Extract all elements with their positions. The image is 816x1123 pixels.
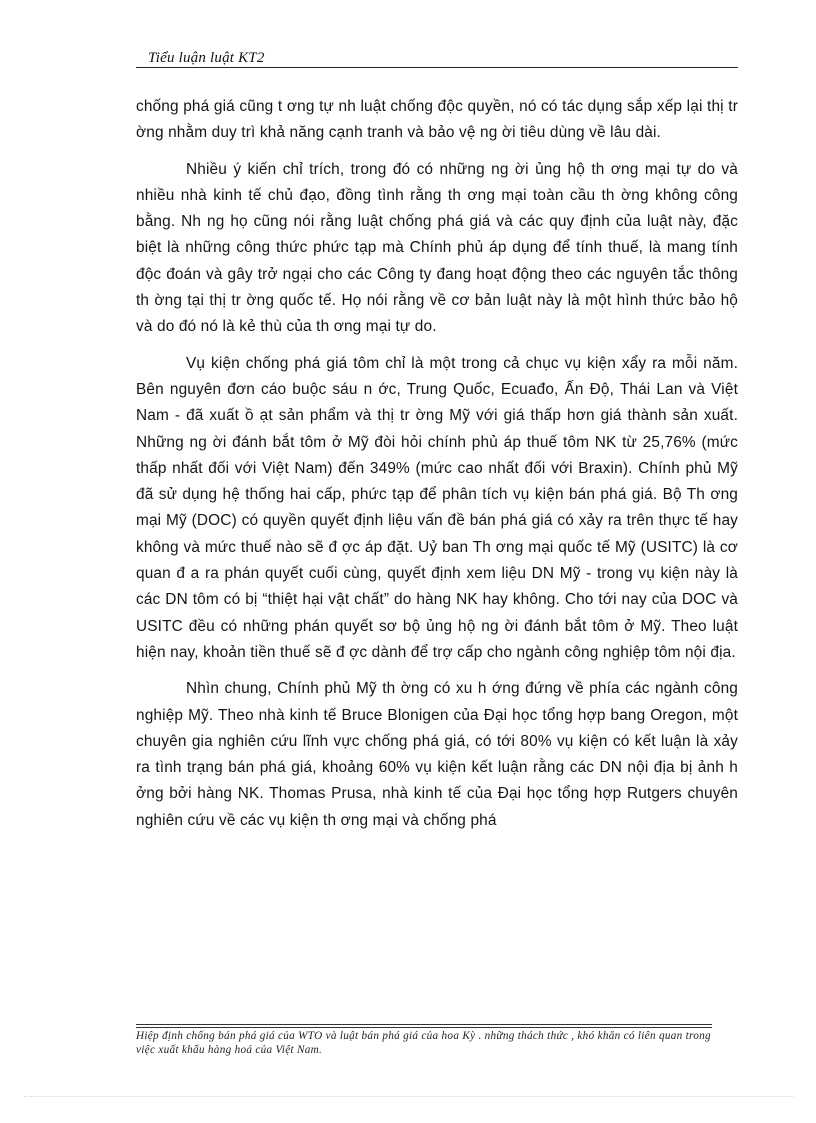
footer-text: Hiệp định chống bán phá giá của WTO và luật bán phá giá của hoa Kỳ . những thách thức , khó khăn có liên quan trong việc xuất khẩu hàng hoá của Việt Nam.	[136, 1030, 711, 1056]
paragraph: Vụ kiện chống phá giá tôm chỉ là một trong cả chục vụ kiện xẩy ra mỗi năm. Bên nguyên đơn cáo buộc sáu n ớc, Trung Quốc, Ecuađo, Ấn Độ, Thái Lan và Việt Nam - đã xuất ồ ạt sản phẩm và thị tr ờng Mỹ với giá thấp hơn giá thành sản xuất. Những ng ời đánh bắt tôm ở Mỹ đòi hỏi chính phủ áp thuế tôm NK từ 25,76% (mức thấp nhất đối với Việt Nam) đến 349% (mức cao nhất đối với Braxin). Chính phủ Mỹ đã sử dụng hệ thống hai cấp, phức tạp để phân tích vụ kiện bán phá giá. Bộ Th ơng mại Mỹ (DOC) có quyền quyết định liệu vấn đề bán phá giá có xảy ra trên thực tế hay không và mức thuế nào sẽ đ ợc áp đặt. Uỷ ban Th ơng mại quốc tế Mỹ (USITC) là cơ quan đ a ra phán quyết cuối cùng, quyết định xem liệu DN Mỹ - trong vụ kiện này là các DN tôm có bị “thiệt hại vật chất” do hàng NK hay không. Cho tới nay của DOC và USITC đều có những phán quyết sơ bộ ủng hộ ng ời đánh bắt tôm ở Mỹ. Theo luật hiện nay, khoản tiền thuế sẽ đ ợc dành để trợ cấp cho ngành công nghiệp tôm nội địa.	[136, 354, 738, 661]
footer-rule	[136, 1027, 712, 1028]
page-header	[136, 48, 738, 70]
header-title: Tiểu luận luật KT2	[148, 50, 265, 66]
header-rule	[136, 67, 738, 68]
footer-rule	[136, 1024, 712, 1025]
paragraph-continuation: chống phá giá cũng t ơng tự nh luật chống độc quyền, nó có tác dụng sắp xếp lại thị tr ờng nhằm duy trì khả năng cạnh tranh và bảo vệ ng ời tiêu dùng về lâu dài.	[136, 98, 738, 142]
page-footer	[136, 1024, 712, 1057]
body-text	[136, 94, 738, 844]
paragraph: Nhìn chung, Chính phủ Mỹ th ờng có xu h ớng đứng về phía các ngành công nghiệp Mỹ. Theo nhà kinh tế Bruce Blonigen của Đại học tổng hợp bang Oregon, một chuyên gia nghiên cứu lĩnh vực chống phá giá, có tới 80% vụ kiện có kết luận là xảy ra tình trạng bán phá giá, khoảng 60% vụ kiện kết luận rằng các DN nội địa bị ảnh h ởng bởi hàng NK. Thomas Prusa, nhà kinh tế của Đại học tổng hợp Rutgers chuyên nghiên cứu về các vụ kiện th ơng mại và chống phá	[136, 680, 738, 829]
page-edge-divider	[24, 1096, 794, 1097]
paragraph: Nhiều ý kiến chỉ trích, trong đó có những ng ời ủng hộ th ơng mại tự do và nhiều nhà kinh tế chủ đạo, đồng tình rằng th ơng mại toàn cầu th ờng không công bằng. Nh ng họ cũng nói rằng luật chống phá giá và các quy định của luật này, đặc biệt là những công thức phức tạp mà Chính phủ áp dụng để tính thuế, là mang tính độc đoán và gây trở ngại cho các Công ty đang hoạt động theo các nguyên tắc thông th ờng tại thị tr ờng quốc tế. Họ nói rằng về cơ bản luật này là một hình thức bảo hộ và do đó nó là kẻ thù của th ơng mại tự do.	[136, 160, 738, 336]
